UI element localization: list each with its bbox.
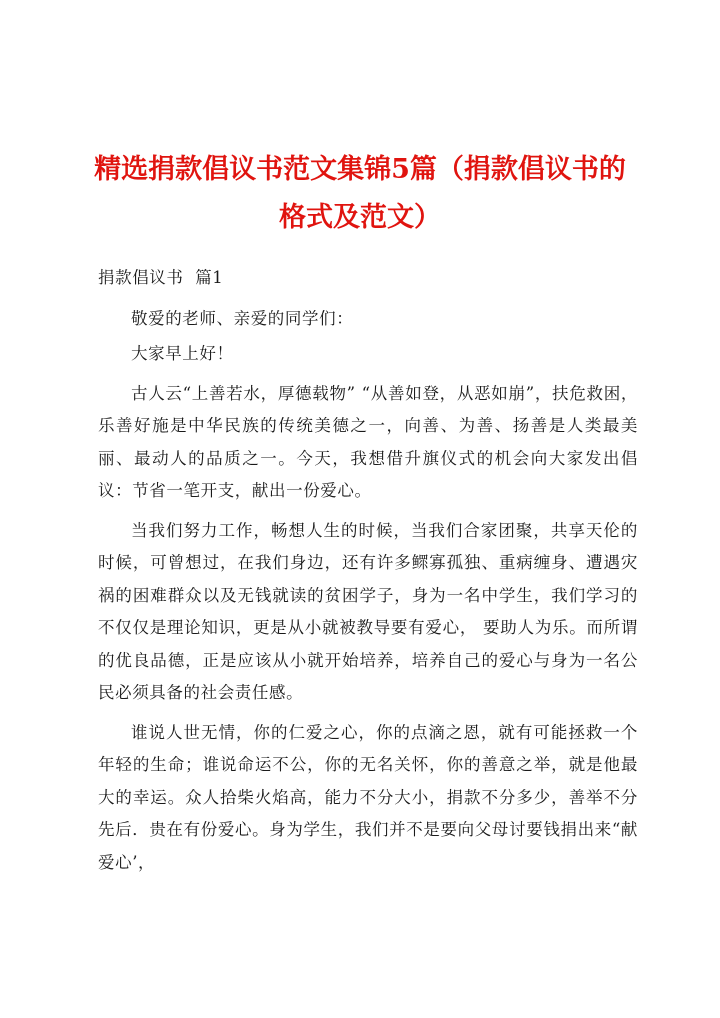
title-line-1: 精选捐款倡议书范文集锦5篇（捐款倡议书的: [94, 154, 626, 185]
document-title: [90, 146, 630, 242]
paragraph-3: 谁说人世无情，你的仁爱之心，你的点滴之恩，就有可能拯救一个年轻的生命；谁说命运不公，你的无名关怀，你的善意之举，就是他最大的幸运。众人拾柴火焰高，能力不分大小，捐款不分多少，善举不分先后．贵在有份爱心。身为学生，我们并不是要向父母讨要钱捐出来“献爱心’，: [98, 722, 638, 872]
paragraph-2: 当我们努力工作，畅想人生的时候，当我们合家团聚，共享天伦的时候，可曾想过，在我们身边，还有许多鳏寡孤独、重病缠身、遭遇灾祸的困难群众以及无钱就读的贫困学子，身为一名中学生，我们学习的不仅仅是理论知识，更是从小就被教导要有爱心， 要助人为乐。而所谓的优良品德，正是应该从小就开始培养，培养自己的爱心与身为一名公民必须具备的社会责任感。: [98, 520, 638, 702]
paragraph-greeting: 敬爱的老师、亲爱的同学们：: [131, 308, 354, 328]
paragraph-morning: 大家早上好！: [131, 344, 234, 363]
section-heading: 捐款倡议书 篇1: [98, 268, 224, 287]
document-body: [98, 262, 638, 882]
title-line-2: 格式及范文）: [279, 202, 441, 233]
paragraph-1: 古人云“上善若水，厚德载物” “从善如登，从恶如崩”，扶危救困，乐善好施是中华民族的传统美德之一，向善、为善、扬善是人类最美丽、最动人的品质之一。今天，我想借升旗仪式的机会向大家发出倡议：节省一笔开支，献出一份爱心。: [98, 383, 638, 500]
